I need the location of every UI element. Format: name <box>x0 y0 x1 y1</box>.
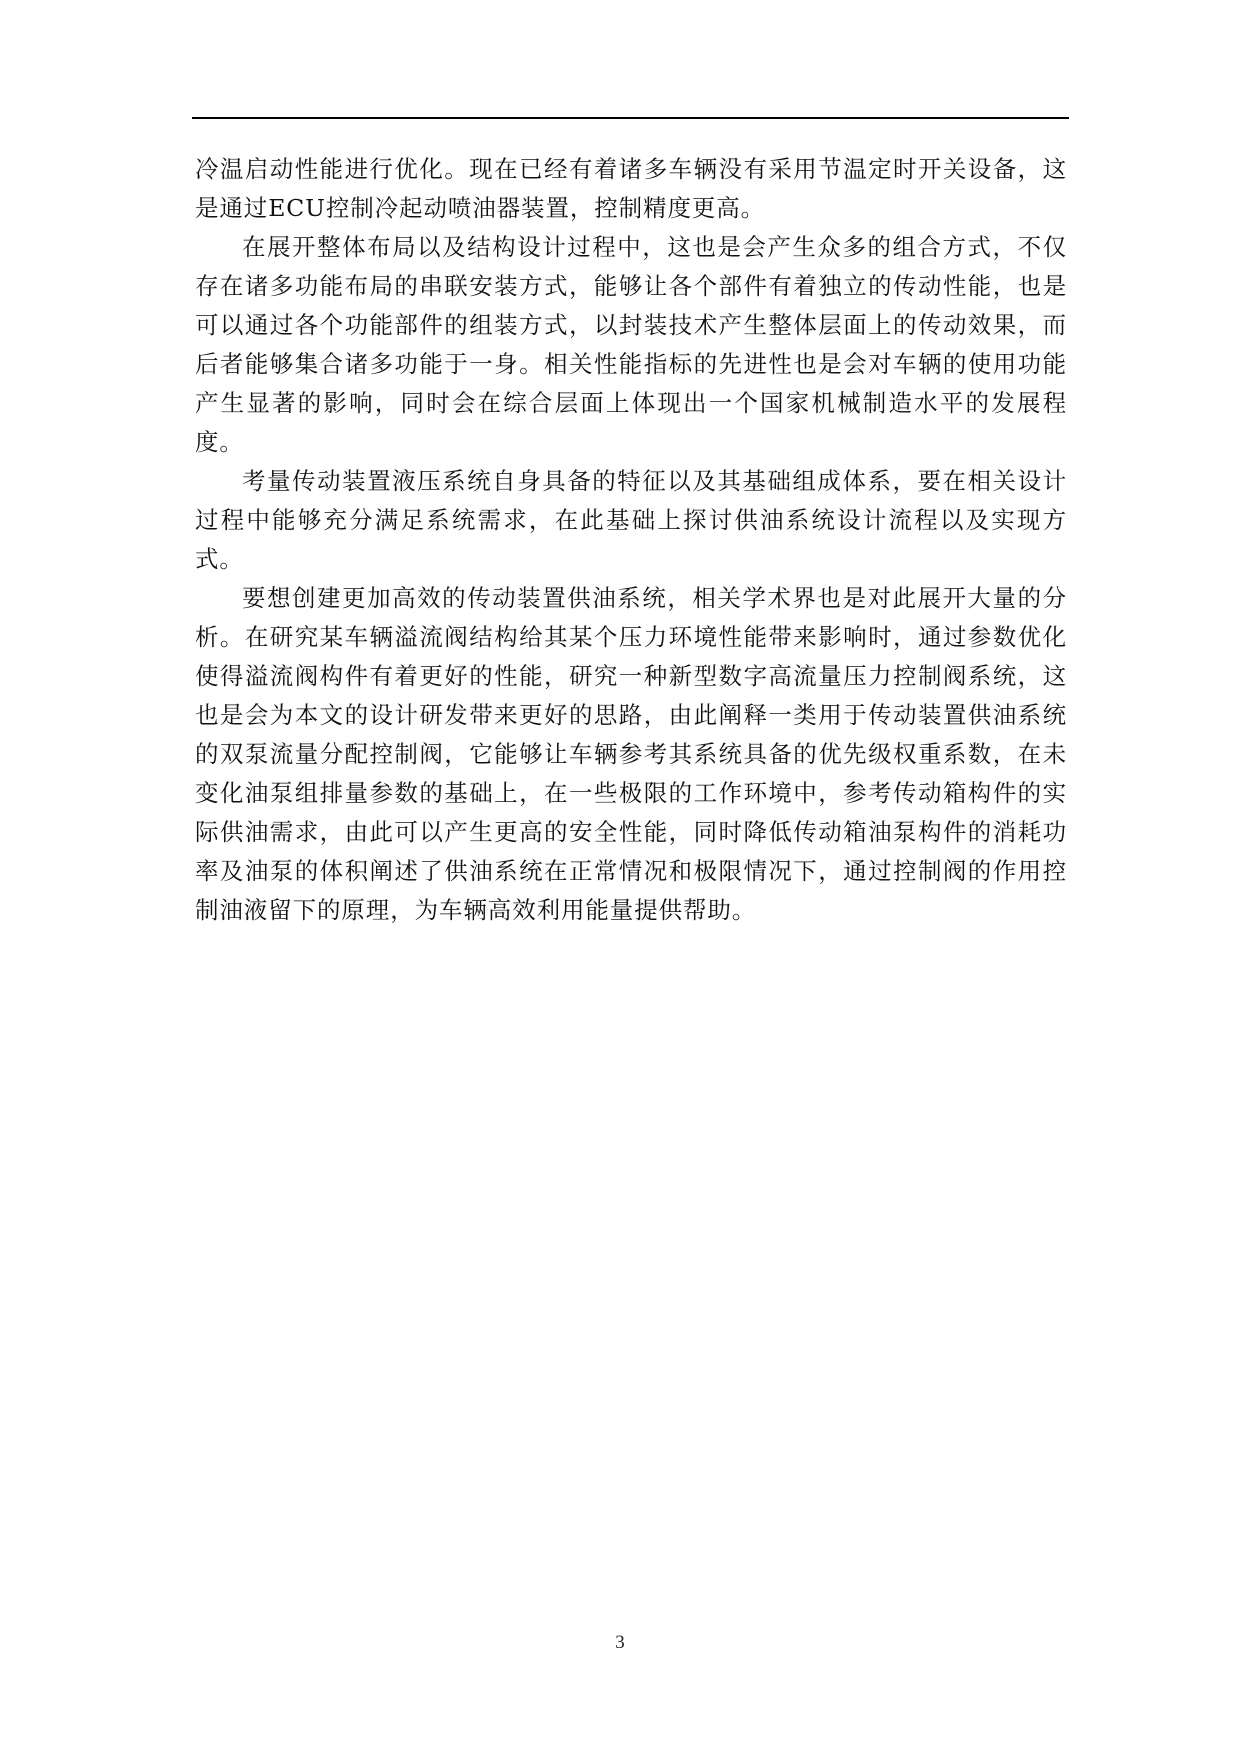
paragraph: 在展开整体布局以及结构设计过程中，这也是会产生众多的组合方式，不仅存在诸多功能布局的串联安装方式，能够让各个部件有着独立的传动性能，也是可以通过各个功能部件的组装方式，以封装技术产生整体层面上的传动效果，而后者能够集合诸多功能于一身。相关性能指标的先进性也是会对车辆的使用功能产生显著的影响，同时会在综合层面上体现出一个国家机械制造水平的发展程度。 <box>195 233 1067 456</box>
body-text <box>195 150 1067 930</box>
paragraph: 要想创建更加高效的传动装置供油系统，相关学术界也是对此展开大量的分析。在研究某车辆溢流阀结构给其某个压力环境性能带来影响时，通过参数优化使得溢流阀构件有着更好的性能，研究一种新型数字高流量压力控制阀系统，这也是会为本文的设计研发带来更好的思路，由此阐释一类用于传动装置供油系统的双泵流量分配控制阀，它能够让车辆参考其系统具备的优先级权重系数，在未变化油泵组排量参数的基础上，在一些极限的工作环境中，参考传动箱构件的实际供油需求，由此可以产生更高的安全性能，同时降低传动箱油泵构件的消耗功率及油泵的体积阐述了供油系统在正常情况和极限情况下，通过控制阀的作用控制油液留下的原理，为车辆高效利用能量提供帮助。 <box>195 584 1067 924</box>
paragraph: 冷温启动性能进行优化。现在已经有着诸多车辆没有采用节温定时开关设备，这是通过ECU控制冷起动喷油器装置，控制精度更高。 <box>195 155 1067 222</box>
header-rule <box>192 117 1069 119</box>
paragraph: 考量传动装置液压系统自身具备的特征以及其基础组成体系，要在相关设计过程中能够充分满足系统需求，在此基础上探讨供油系统设计流程以及实现方式。 <box>195 467 1067 573</box>
page-number: 3 <box>615 1632 625 1653</box>
